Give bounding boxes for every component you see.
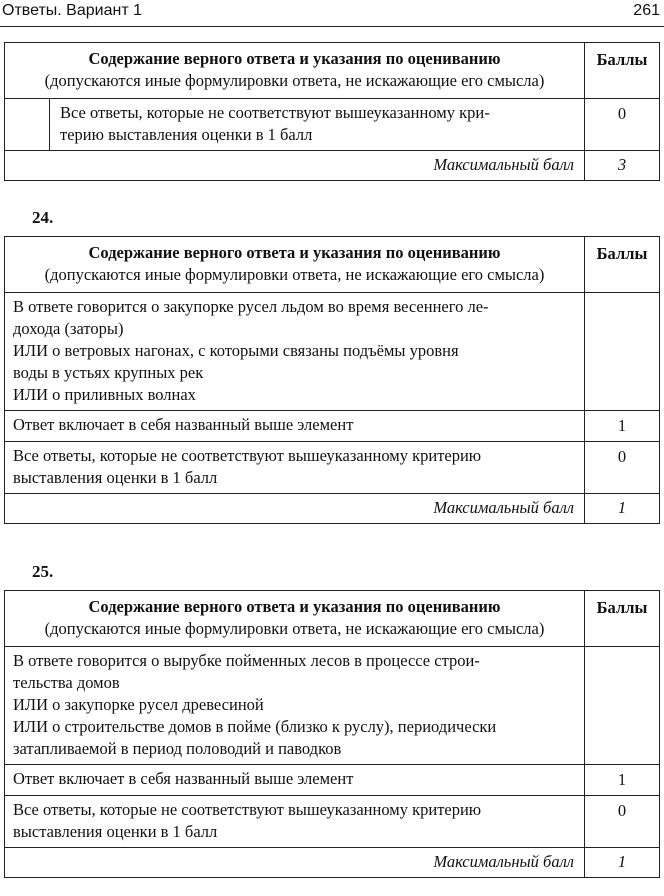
content-header-cell — [5, 43, 585, 99]
max-score-value: 3 — [585, 151, 660, 181]
max-score-label: Максимальный балл — [5, 848, 585, 878]
max-score-label: Максимальный балл — [5, 151, 585, 181]
max-score-value: 1 — [585, 494, 660, 524]
content-header-cell — [5, 237, 585, 293]
page-number: 261 — [633, 2, 660, 19]
content-header-cell — [5, 591, 585, 647]
score-header-cell: Баллы — [585, 591, 660, 647]
content-header-title: Содержание верного ответа и указания по оцениванию — [88, 49, 501, 68]
criterion-0-cell: Все ответы, которые не соответствуют вышеуказанному критерию выставления оценки в 1 балл — [5, 796, 585, 848]
indent-cell — [5, 99, 50, 151]
answer-table-24 — [4, 236, 660, 524]
score-1-cell: 1 — [585, 411, 660, 442]
answer-content-cell: В ответе говорится о закупорке русел льдом во время весеннего ле- дохода (заторы) ИЛИ о ветровых нагонах, с которыми связаны подъёмы уровня воды в устьях крупных рек ИЛИ о приливных волнах — [5, 293, 585, 411]
running-title: Ответы. Вариант 1 — [2, 2, 142, 19]
score-0-cell: 0 — [585, 442, 660, 494]
prev-answer-table — [4, 42, 660, 181]
score-header-cell: Баллы — [585, 237, 660, 293]
score-cell: 0 — [585, 99, 660, 151]
page-header — [0, 0, 664, 27]
criterion-1-cell: Ответ включает в себя названный выше элемент — [5, 765, 585, 796]
content-header-note: (допускаются иные формулировки ответа, не искажающие его смысла) — [44, 265, 545, 284]
content-header-title: Содержание верного ответа и указания по оцениванию — [88, 597, 501, 616]
question-number-25: 25. — [32, 562, 54, 581]
content-header-note: (допускаются иные формулировки ответа, не искажающие его смысла) — [44, 619, 545, 638]
criterion-0-cell: Все ответы, которые не соответствуют вышеуказанному критерию выставления оценки в 1 балл — [5, 442, 585, 494]
criterion-cell: Все ответы, которые не соответствуют вышеуказанному кри- терию выставления оценки в 1 балл — [50, 99, 585, 151]
content-header-title: Содержание верного ответа и указания по оцениванию — [88, 243, 501, 262]
max-score-value: 1 — [585, 848, 660, 878]
score-1-cell: 1 — [585, 765, 660, 796]
max-score-label: Максимальный балл — [5, 494, 585, 524]
empty-score-cell — [585, 293, 660, 411]
answer-table-25 — [4, 590, 660, 878]
criterion-1-cell: Ответ включает в себя названный выше элемент — [5, 411, 585, 442]
question-number-24: 24. — [32, 208, 54, 227]
empty-score-cell — [585, 647, 660, 765]
answer-content-cell: В ответе говорится о вырубке пойменных лесов в процессе строи- тельства домов ИЛИ о закупорке русел древесиной ИЛИ о строительстве домов в пойме (близко к руслу), периодически затапливаемой в период половодий и паводков — [5, 647, 585, 765]
score-header-cell: Баллы — [585, 43, 660, 99]
content-header-note: (допускаются иные формулировки ответа, не искажающие его смысла) — [44, 71, 545, 90]
score-0-cell: 0 — [585, 796, 660, 848]
